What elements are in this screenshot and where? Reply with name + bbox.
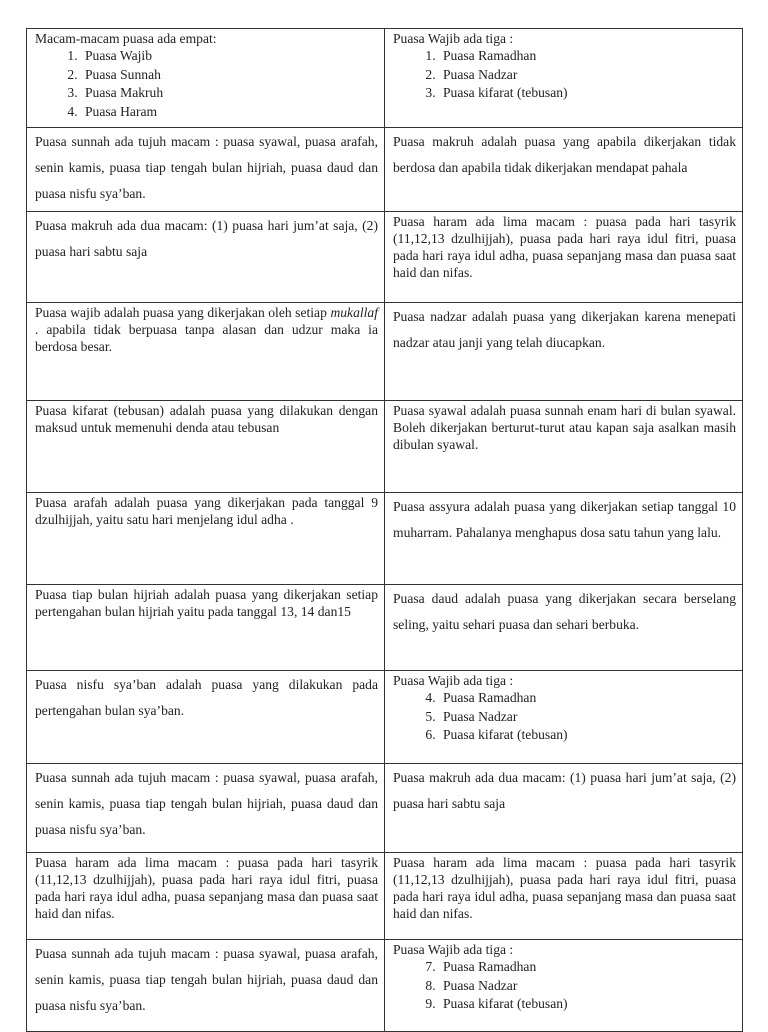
cell-text: Puasa nisfu sya’ban adalah puasa yang dilakukan pada pertengahan bulan sya’ban. xyxy=(27,671,385,764)
list-title: Macam-macam puasa ada empat: xyxy=(35,31,217,46)
list-item: 3. Puasa Makruh xyxy=(81,84,378,103)
list xyxy=(393,47,736,103)
cell-text: Puasa sunnah ada tujuh macam : puasa syawal, puasa arafah, senin kamis, puasa tiap tengah bulan hijriah, puasa daud dan puasa nisfu sya’ban. xyxy=(27,764,385,853)
table-row xyxy=(27,212,743,303)
table-row xyxy=(27,671,743,764)
list xyxy=(393,689,736,745)
table-row xyxy=(27,764,743,853)
cell-text: Puasa kifarat (tebusan) adalah puasa yang dilakukan dengan maksud untuk memenuhi denda atau tebusan xyxy=(27,401,385,493)
cell-text: Puasa makruh ada dua macam: (1) puasa hari jum’at saja, (2) puasa hari sabtu saja xyxy=(385,764,743,853)
list-item: 3. Puasa kifarat (tebusan) xyxy=(439,84,736,103)
table-row xyxy=(27,853,743,940)
list-item: 5. Puasa Nadzar xyxy=(439,708,736,727)
list-item: 2. Puasa Nadzar xyxy=(439,66,736,85)
table-row xyxy=(27,493,743,585)
list-title: Puasa Wajib ada tiga : xyxy=(393,31,514,46)
puasa-table xyxy=(26,28,743,1032)
list-item: 7. Puasa Ramadhan xyxy=(439,958,736,977)
cell-text: Puasa nadzar adalah puasa yang dikerjakan karena menepati nadzar atau janji yang telah diucapkan. xyxy=(385,303,743,401)
list-item: 8. Puasa Nadzar xyxy=(439,977,736,996)
list-item: 2. Puasa Sunnah xyxy=(81,66,378,85)
list-title: Puasa Wajib ada tiga : xyxy=(393,673,514,688)
cell-text: Puasa tiap bulan hijriah adalah puasa yang dikerjakan setiap pertengahan bulan hijriah yaitu pada tanggal 13, 14 dan15 xyxy=(27,585,385,671)
cell-text: Puasa makruh adalah puasa yang apabila dikerjakan tidak berdosa dan apabila tidak dikerjakan mendapat pahala xyxy=(385,128,743,212)
cell-puasa-wajib xyxy=(385,940,743,1032)
cell-text: Puasa sunnah ada tujuh macam : puasa syawal, puasa arafah, senin kamis, puasa tiap tengah bulan hijriah, puasa daud dan puasa nisfu sya’ban. xyxy=(27,128,385,212)
text: . apabila tidak berpuasa tanpa alasan dan udzur maka ia berdosa besar. xyxy=(35,322,378,354)
list-item: 9. Puasa kifarat (tebusan) xyxy=(439,995,736,1014)
cell-text: Puasa haram ada lima macam : puasa pada hari tasyrik (11,12,13 dzulhijjah), puasa pada hari raya idul fitri, puasa pada hari raya idul adha, puasa sepanjang masa dan puasa saat haid dan nifas. xyxy=(385,853,743,940)
cell-text: Puasa haram ada lima macam : puasa pada hari tasyrik (11,12,13 dzulhijjah), puasa pada hari raya idul fitri, puasa pada hari raya idul adha, puasa sepanjang masa dan puasa saat haid dan nifas. xyxy=(385,212,743,303)
table-row xyxy=(27,303,743,401)
list-item: 1. Puasa Wajib xyxy=(81,47,378,66)
list xyxy=(35,47,378,121)
cell-text: Puasa arafah adalah puasa yang dikerjakan pada tanggal 9 dzulhijjah, yaitu satu hari menjelang idul adha . xyxy=(27,493,385,585)
cell-puasa-wajib xyxy=(385,29,743,128)
table-row xyxy=(27,585,743,671)
cell-text: Puasa syawal adalah puasa sunnah enam hari di bulan syawal. Boleh dikerjakan berturut-turut atau kapan saja asalkan masih dibulan syawal. xyxy=(385,401,743,493)
table-row xyxy=(27,401,743,493)
cell-puasa-wajib xyxy=(385,671,743,764)
list-item: 4. Puasa Haram xyxy=(81,103,378,122)
cell-macam-puasa xyxy=(27,29,385,128)
cell-text: Puasa assyura adalah puasa yang dikerjakan setiap tanggal 10 muharram. Pahalanya menghapus dosa satu tahun yang lalu. xyxy=(385,493,743,585)
table-row xyxy=(27,29,743,128)
table-row xyxy=(27,128,743,212)
list-title: Puasa Wajib ada tiga : xyxy=(393,942,514,957)
list-item: 6. Puasa kifarat (tebusan) xyxy=(439,726,736,745)
text: Puasa wajib adalah puasa yang dikerjakan oleh setiap xyxy=(35,305,327,320)
cell-text: Puasa haram ada lima macam : puasa pada hari tasyrik (11,12,13 dzulhijjah), puasa pada hari raya idul fitri, puasa pada hari raya idul adha, puasa sepanjang masa dan puasa saat haid dan nifas. xyxy=(27,853,385,940)
cell-text: Puasa makruh ada dua macam: (1) puasa hari jum’at saja, (2) puasa hari sabtu saja xyxy=(27,212,385,303)
cell-text: Puasa sunnah ada tujuh macam : puasa syawal, puasa arafah, senin kamis, puasa tiap tengah bulan hijriah, puasa daud dan puasa nisfu sya’ban. xyxy=(27,940,385,1032)
cell-text: Puasa daud adalah puasa yang dikerjakan secara berselang seling, yaitu sehari puasa dan sehari berbuka. xyxy=(385,585,743,671)
cell-text xyxy=(27,303,385,401)
list-item: 1. Puasa Ramadhan xyxy=(439,47,736,66)
italic-term: mukallaf xyxy=(330,305,379,320)
list-item: 4. Puasa Ramadhan xyxy=(439,689,736,708)
table-row xyxy=(27,940,743,1032)
list xyxy=(393,958,736,1014)
